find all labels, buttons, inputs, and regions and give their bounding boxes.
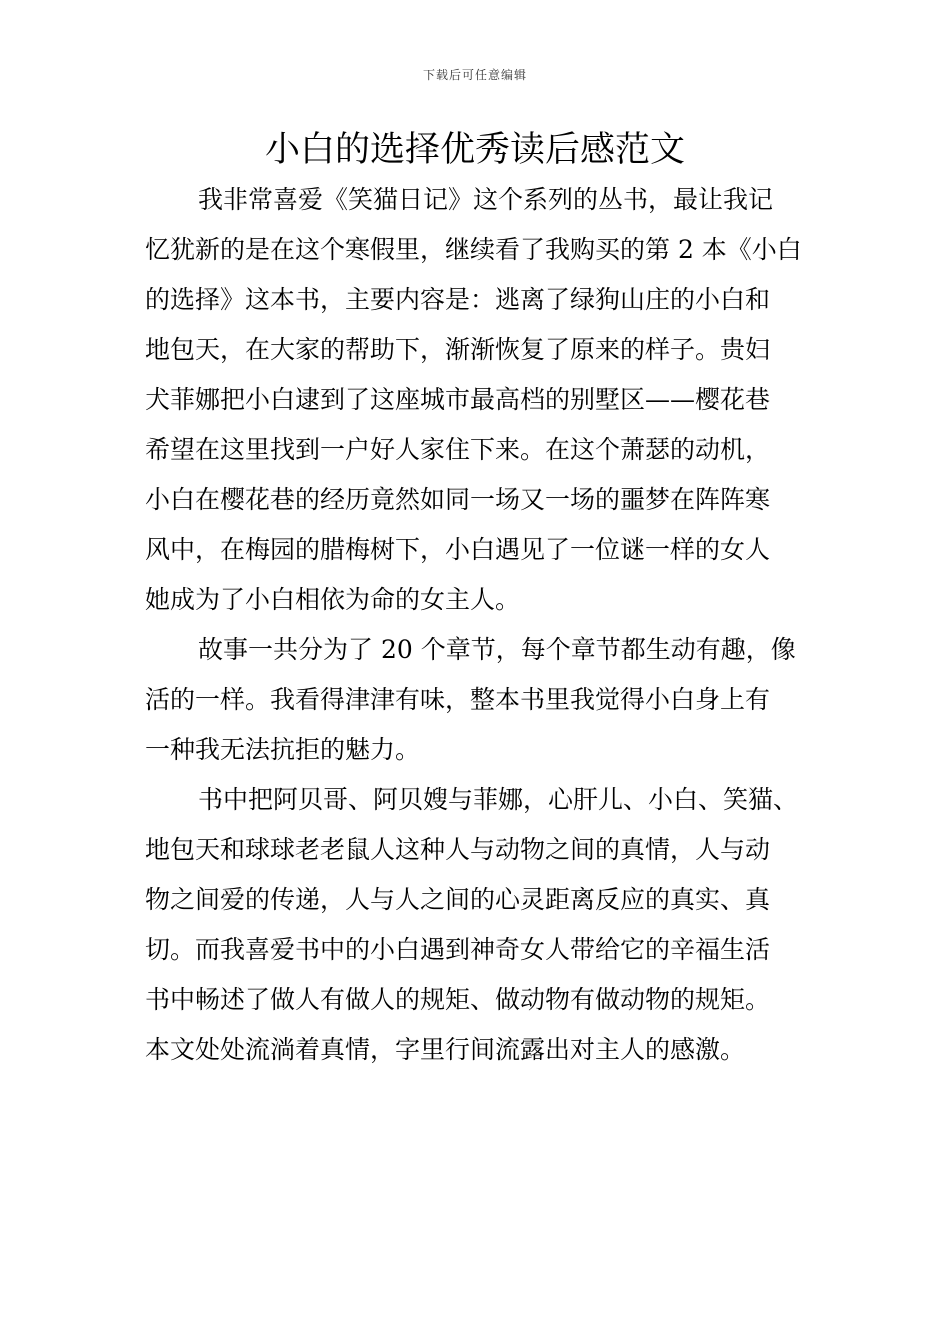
paragraph-line: 书中把阿贝哥、阿贝嫂与菲娜，心肝儿、小白、笑猫、 — [198, 785, 799, 814]
paragraph-line: 书中畅述了做人有做人的规矩、做动物有做动物的规矩。 — [145, 985, 771, 1014]
paragraph-line: 的选择》这本书，主要内容是：逃离了绿狗山庄的小白和 — [145, 285, 771, 314]
paragraph-1 — [145, 175, 835, 625]
paragraph-line: 地包天和球球老老鼠人这种人与动物之间的真情，人与动 — [145, 835, 771, 864]
paragraph-line: 她成为了小白相依为命的女主人。 — [145, 585, 521, 614]
document-title: 小白的选择优秀读后感范文 — [264, 130, 685, 170]
paragraph-line: 切。而我喜爱书中的小白遇到神奇女人带给它的辛福生活 — [145, 935, 771, 964]
paragraph-line: 我非常喜爱《笑猫日记》这个系列的丛书，最让我记 — [198, 185, 774, 214]
paragraph-line: 风中，在梅园的腊梅树下，小白遇见了一位谜一样的女人 — [145, 535, 771, 564]
paragraph-line: 一种我无法抗拒的魅力。 — [145, 735, 421, 764]
paragraph-line: 本文处处流淌着真情，字里行间流露出对主人的感激。 — [145, 1035, 746, 1064]
paragraph-line: 希望在这里找到一户好人家住下来。在这个萧瑟的动机， — [145, 435, 771, 464]
paragraph-line: 故事一共分为了 20 个章节，每个章节都生动有趣，像 — [198, 635, 796, 664]
paragraph-3 — [145, 775, 835, 1075]
paragraph-line: 地包天，在大家的帮助下，渐渐恢复了原来的样子。贵妇 — [145, 335, 771, 364]
page-header-note: 下载后可任意编辑 — [422, 68, 527, 82]
paragraph-line: 小白在樱花巷的经历竟然如同一场又一场的噩梦在阵阵寒 — [145, 485, 771, 514]
paragraph-line: 活的一样。我看得津津有味，整本书里我觉得小白身上有 — [145, 685, 771, 714]
document-body — [145, 175, 835, 1075]
paragraph-line: 忆犹新的是在这个寒假里，继续看了我购买的第 2 本《小白 — [145, 235, 802, 264]
paragraph-2 — [145, 625, 835, 775]
paragraph-line: 物之间爱的传递，人与人之间的心灵距离反应的真实、真 — [145, 885, 771, 914]
paragraph-line: 犬菲娜把小白逮到了这座城市最高档的别墅区——樱花巷 — [145, 385, 771, 414]
